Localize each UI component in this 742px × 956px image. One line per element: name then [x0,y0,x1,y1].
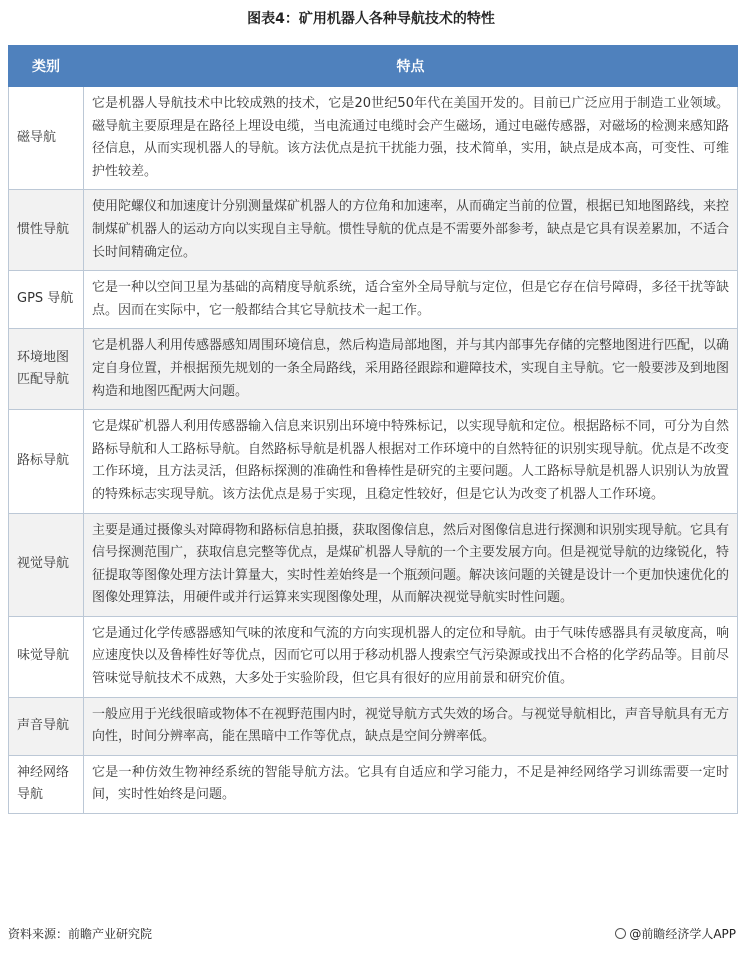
row-feature: 使用陀螺仪和加速度计分别测量煤矿机器人的方位角和加速率，从而确定当前的位置，根据已知地图路线，来控制煤矿机器人的运动方向以实现自主导航。惯性导航的优点是不需要外部参考，缺点是它具有误差累加，不适合长时间精确定位。 [84,190,738,271]
table-row [9,87,738,190]
row-feature: 它是机器人利用传感器感知周围环境信息，然后构造局部地图，并与其内部事先存储的完整地图进行匹配，以确定自身位置，并根据预先规划的一条全局路线，采用路径跟踪和避障技术，实现自主导航。它一般要涉及到地图构造和地图匹配两大问题。 [84,329,738,410]
row-category: GPS 导航 [9,271,84,329]
footer [8,925,736,942]
source-note: 资料来源：前瞻产业研究院 [8,927,153,941]
table-row [9,271,738,329]
row-feature: 它是煤矿机器人利用传感器输入信息来识别出环境中特殊标记，以实现导航和定位。根据路标不同，可分为自然路标导航和人工路标导航。自然路标导航是机器人根据对工作环境中的自然特征的识别实现导航。优点是不改变工作环境，且方法灵活，但路标探测的准确性和鲁棒性是研究的主要问题。人工路标导航是机器人识别认为放置的特殊标志实现导航。该方法优点是易于实现，且稳定性较好，但是它认为改变了机器人工作环境。 [84,410,738,513]
table-row [9,755,738,813]
row-category: 声音导航 [9,697,84,755]
table-row [9,513,738,616]
row-feature: 一般应用于光线很暗或物体不在视野范围内时，视觉导航方式失效的场合。与视觉导航相比，声音导航具有无方向性，时间分辨率高，能在黑暗中工作等优点，缺点是空间分辨率低。 [84,697,738,755]
table-row [9,190,738,271]
figure-title: 图表4：矿用机器人各种导航技术的特性 [247,11,495,27]
row-category: 磁导航 [9,87,84,190]
table-row [9,329,738,410]
row-category: 神经网络导航 [9,755,84,813]
header-category: 类别 [9,46,84,87]
row-category: 惯性导航 [9,190,84,271]
table-header-row [9,46,738,87]
row-feature: 主要是通过摄像头对障碍物和路标信息拍摄，获取图像信息，然后对图像信息进行探测和识别实现导航。它具有信号探测范围广，获取信息完整等优点，是煤矿机器人导航的一个主要发展方向。但是视觉导航的边缘锐化，特征提取等图像处理方法计算量大，实时性差始终是一个瓶颈问题。解决该问题的关键是设计一个更加快速优化的图像处理算法，用硬件或并行运算来实现图像处理，从而解决视觉导航实时性问题。 [84,513,738,616]
navigation-table [8,45,738,814]
table-row [9,616,738,697]
brand-text: @前瞻经济学人APP [629,927,736,941]
row-feature: 它是通过化学传感器感知气味的浓度和气流的方向实现机器人的定位和导航。由于气味传感器具有灵敏度高，响应速度快以及鲁棒性好等优点，因而它可以用于移动机器人搜索空气污染源或找出不合格的化学药品等。目前尽管味觉导航技术不成熟，大多处于实验阶段，但它具有很好的应用前景和研究价值。 [84,616,738,697]
brand-credit [615,925,736,942]
brand-logo-icon [615,928,626,939]
row-feature: 它是一种仿效生物神经系统的智能导航方法。它具有自适应和学习能力，不足是神经网络学习训练需要一定时间，实时性始终是问题。 [84,755,738,813]
row-category: 环境地图匹配导航 [9,329,84,410]
row-feature: 它是机器人导航技术中比较成熟的技术，它是20世纪50年代在美国开发的。目前已广泛应用于制造工业领域。磁导航主要原理是在路径上埋设电缆，当电流通过电缆时会产生磁场，通过电磁传感器，对磁场的检测来感知路径信息，从而实现机器人的导航。该方法优点是抗干扰能力强，技术简单，实用，缺点是成本高，可变性、可维护性较差。 [84,87,738,190]
row-category: 视觉导航 [9,513,84,616]
header-feature: 特点 [84,46,738,87]
table-row [9,410,738,513]
row-category: 路标导航 [9,410,84,513]
row-category: 味觉导航 [9,616,84,697]
table-row [9,697,738,755]
row-feature: 它是一种以空间卫星为基础的高精度导航系统，适合室外全局导航与定位，但是它存在信号障碍，多径干扰等缺点。因而在实际中，它一般都结合其它导航技术一起工作。 [84,271,738,329]
